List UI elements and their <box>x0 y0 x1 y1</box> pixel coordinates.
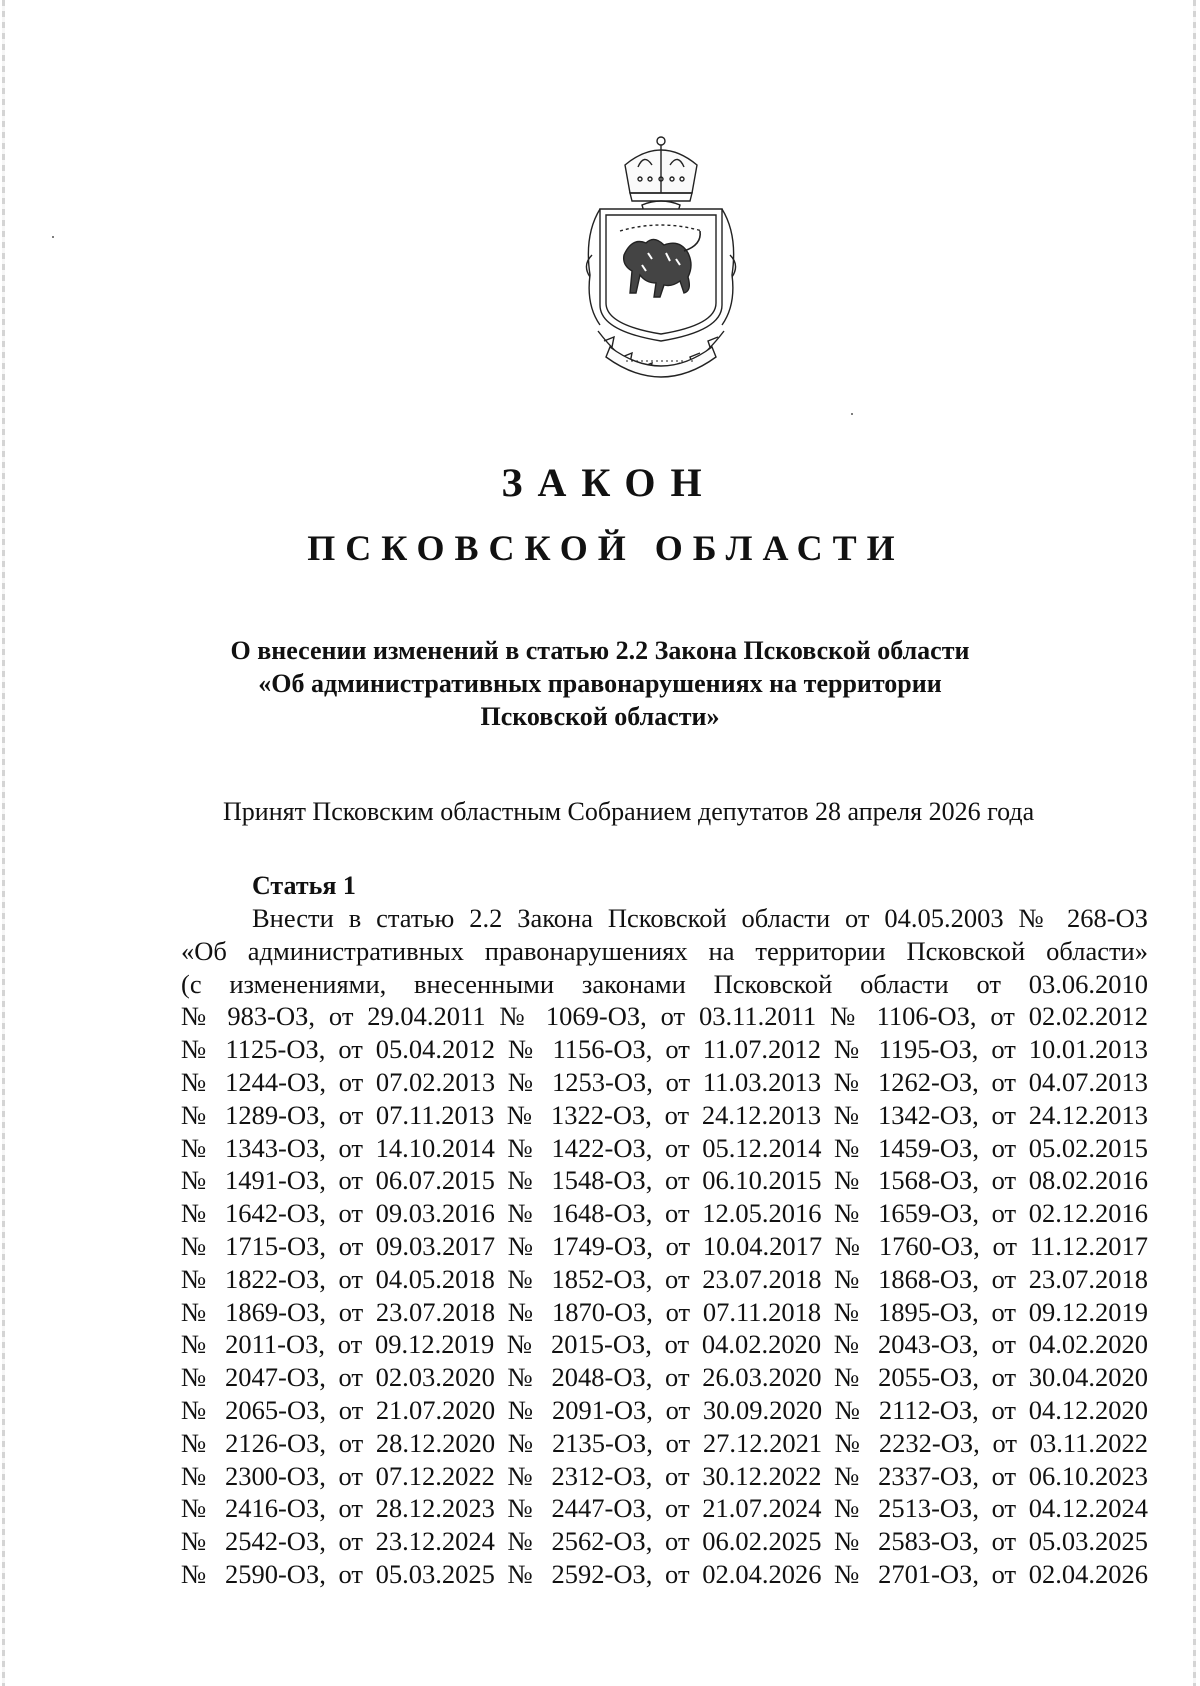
pskov-coat-of-arms-icon <box>580 135 742 393</box>
article-line: № 2065-ОЗ, от 21.07.2020 № 2091-ОЗ, от 30.09.2020 № 2112-ОЗ, от 04.12.2020 <box>181 1394 1148 1425</box>
article-line: № 1244-ОЗ, от 07.02.2013 № 1253-ОЗ, от 11.03.2013 № 1262-ОЗ, от 04.07.2013 <box>181 1066 1148 1097</box>
article-line: № 1642-ОЗ, от 09.03.2016 № 1648-ОЗ, от 12.05.2016 № 1659-ОЗ, от 02.12.2016 <box>181 1198 1148 1229</box>
article-line: «Об административных правонарушениях на территории Псковской области» <box>181 935 1148 966</box>
law-subject-line: Псковской области» <box>480 702 720 731</box>
article-line: № 1491-ОЗ, от 06.07.2015 № 1548-ОЗ, от 06.10.2015 № 1568-ОЗ, от 08.02.2016 <box>181 1165 1148 1196</box>
article-line: № 2126-ОЗ, от 28.12.2020 № 2135-ОЗ, от 27.12.2021 № 2232-ОЗ, от 03.11.2022 <box>181 1427 1148 1458</box>
article-line: № 2047-ОЗ, от 02.03.2020 № 2048-ОЗ, от 26.03.2020 № 2055-ОЗ, от 30.04.2020 <box>181 1362 1148 1393</box>
scan-edge-left <box>2 0 5 1686</box>
article-line: № 2416-ОЗ, от 28.12.2023 № 2447-ОЗ, от 21.07.2024 № 2513-ОЗ, от 04.12.2024 <box>181 1493 1148 1524</box>
law-subject-line: «Об административных правонарушениях на территории <box>258 669 942 698</box>
scan-speck <box>52 236 54 238</box>
article-line: Внести в статью 2.2 Закона Псковской области от 04.05.2003 № 268-ОЗ <box>252 903 1148 933</box>
article-line: № 1125-ОЗ, от 05.04.2012 № 1156-ОЗ, от 11.07.2012 № 1195-ОЗ, от 10.01.2013 <box>181 1034 1148 1065</box>
document-region: ПСКОВСКОЙ ОБЛАСТИ <box>307 528 905 568</box>
law-subject-line: О внесении изменений в статью 2.2 Закона Псковской области <box>230 636 970 665</box>
article-line: № 1343-ОЗ, от 14.10.2014 № 1422-ОЗ, от 05.12.2014 № 1459-ОЗ, от 05.02.2015 <box>181 1132 1148 1163</box>
article-heading: Статья 1 <box>252 871 356 900</box>
article-line: № 1715-ОЗ, от 09.03.2017 № 1749-ОЗ, от 10.04.2017 № 1760-ОЗ, от 11.12.2017 <box>181 1230 1148 1261</box>
article-line: № 2300-ОЗ, от 07.12.2022 № 2312-ОЗ, от 30.12.2022 № 2337-ОЗ, от 06.10.2023 <box>181 1460 1148 1491</box>
law-subject <box>0 634 1200 733</box>
article-line: № 1822-ОЗ, от 04.05.2018 № 1852-ОЗ, от 23.07.2018 № 1868-ОЗ, от 23.07.2018 <box>181 1263 1148 1294</box>
adoption-statement: Принят Псковским областным Собранием депутатов 28 апреля 2026 года <box>223 797 1035 826</box>
article-body <box>181 902 1148 1591</box>
article-line: № 983-ОЗ, от 29.04.2011 № 1069-ОЗ, от 03.11.2011 № 1106-ОЗ, от 02.02.2012 <box>181 1001 1148 1032</box>
article-line: № 1289-ОЗ, от 07.11.2013 № 1322-ОЗ, от 24.12.2013 № 1342-ОЗ, от 24.12.2013 <box>181 1099 1148 1130</box>
article-line: № 1869-ОЗ, от 23.07.2018 № 1870-ОЗ, от 07.11.2018 № 1895-ОЗ, от 09.12.2019 <box>181 1296 1148 1327</box>
article-line: № 2011-ОЗ, от 09.12.2019 № 2015-ОЗ, от 04.02.2020 № 2043-ОЗ, от 04.02.2020 <box>181 1329 1148 1360</box>
scan-edge-right <box>1193 0 1196 1686</box>
article-line: № 2542-ОЗ, от 23.12.2024 № 2562-ОЗ, от 06.02.2025 № 2583-ОЗ, от 05.03.2025 <box>181 1526 1148 1557</box>
article-line: № 2590-ОЗ, от 05.03.2025 № 2592-ОЗ, от 02.04.2026 № 2701-ОЗ, от 02.04.2026 <box>181 1558 1148 1589</box>
article-line: (с изменениями, внесенными законами Псковской области от 03.06.2010 <box>181 968 1148 999</box>
document-title: ЗАКОН <box>501 460 717 505</box>
scan-speck <box>851 413 853 415</box>
